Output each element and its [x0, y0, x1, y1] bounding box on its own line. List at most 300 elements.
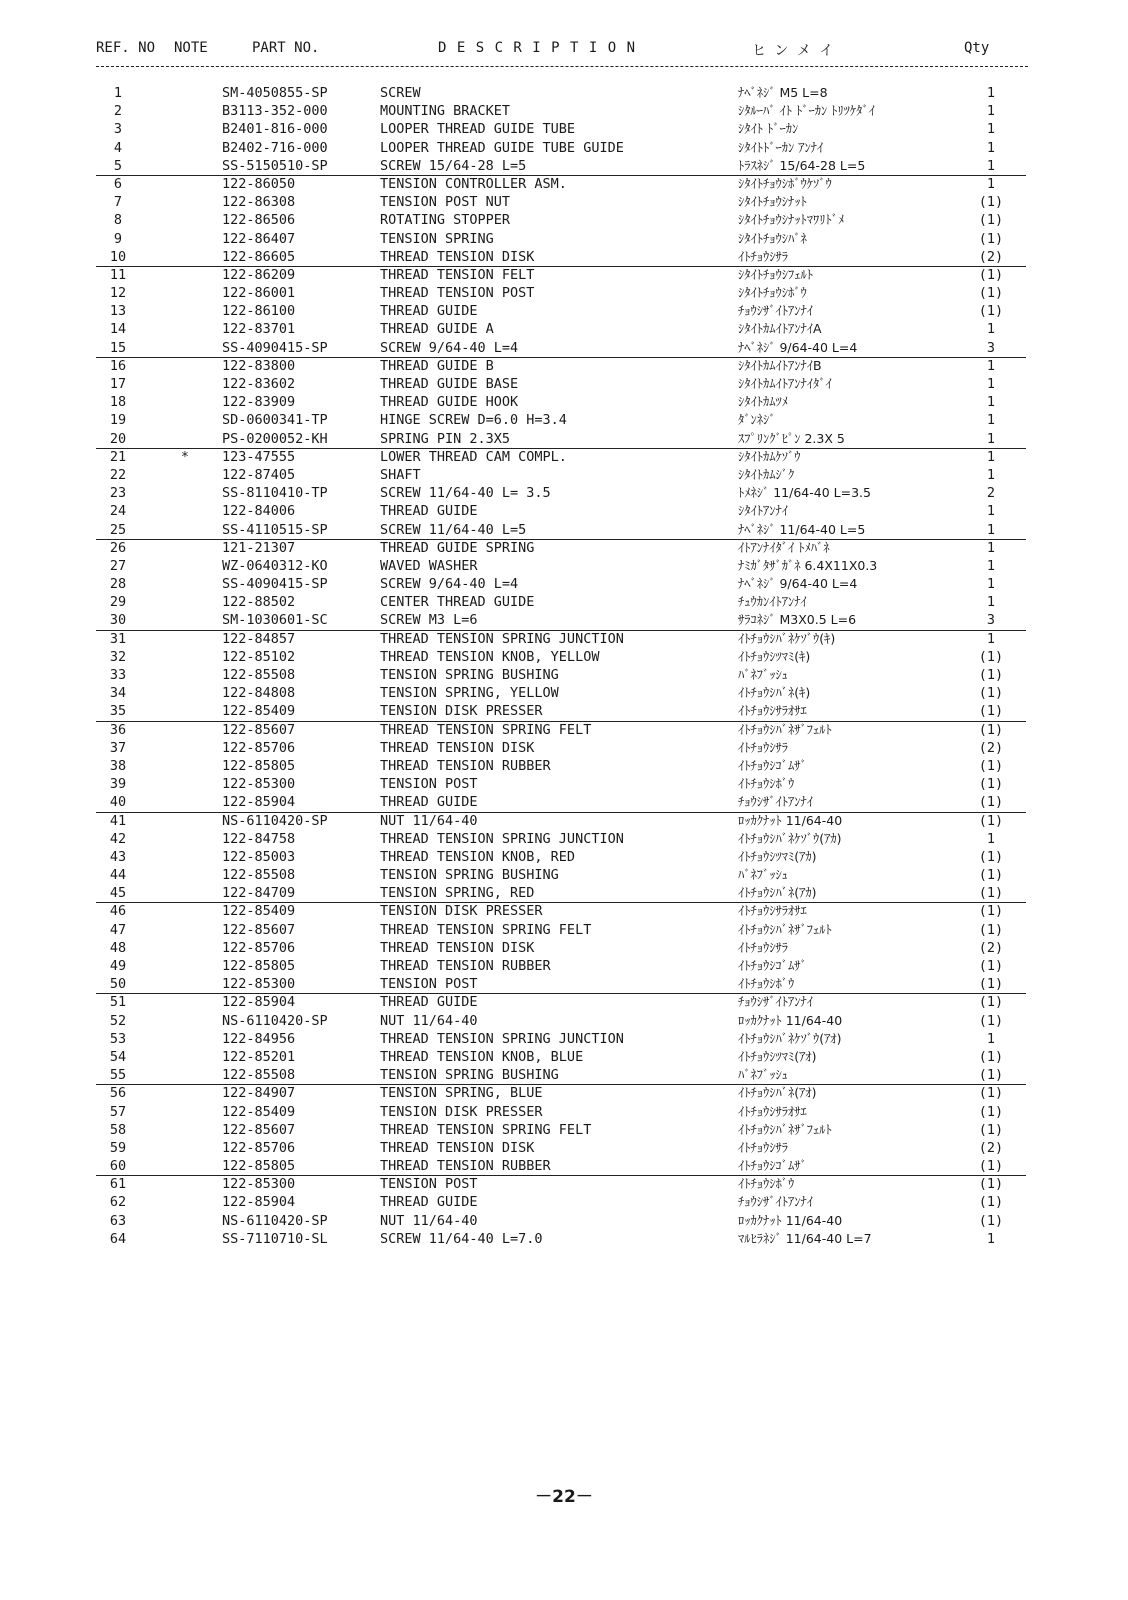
part-number: WZ-0640312-KO	[222, 557, 328, 574]
part-name-japanese: ﾅﾍﾞﾈｼﾞ M5 L=8	[738, 85, 828, 100]
part-number: 122-83602	[222, 376, 296, 392]
table-row	[0, 266, 1128, 284]
part-description: SCREW M3 L=6	[380, 612, 478, 629]
part-number: 122-85409	[222, 903, 296, 920]
part-description: THREAD GUIDE	[380, 1194, 478, 1211]
part-description: THREAD TENSION SPRING FELT	[380, 1121, 592, 1138]
header-qty: Qty	[964, 40, 990, 56]
part-description: THREAD TENSION KNOB, BLUE	[380, 1048, 584, 1065]
ref-number: 48	[109, 939, 127, 956]
part-description: THREAD TENSION RUBBER	[380, 958, 551, 974]
ref-number: 34	[109, 685, 127, 702]
part-number: 122-86407	[222, 230, 296, 247]
table-row	[0, 1066, 1128, 1084]
part-description: TENSION SPRING BUSHING	[380, 667, 559, 683]
part-description: THREAD GUIDE HOOK	[380, 394, 519, 411]
quantity: (1)	[978, 885, 1004, 902]
part-description: TENSION SPRING, YELLOW	[380, 685, 559, 702]
part-name-japanese: ﾛｯｶｸﾅｯﾄ 11/64-40	[738, 1012, 843, 1028]
part-description: THREAD GUIDE	[380, 794, 478, 811]
part-name-japanese: ｲﾄﾁｮｳｼｻﾗｵｻｴ	[738, 903, 807, 919]
table-row	[0, 357, 1128, 375]
part-name-japanese: ｲﾄﾁｮｳｼｻﾗ	[738, 939, 789, 955]
quantity: (1)	[978, 757, 1004, 774]
part-number: 122-86605	[222, 248, 296, 265]
ref-number: 35	[109, 703, 127, 720]
quantity: (1)	[978, 1176, 1004, 1193]
part-number: 122-84006	[222, 503, 296, 520]
table-row	[0, 1048, 1128, 1066]
quantity: (1)	[978, 1048, 1004, 1065]
part-number: SS-7110710-SL	[222, 1230, 328, 1247]
ref-number: 52	[109, 1012, 127, 1029]
table-row	[0, 539, 1128, 557]
table-row	[0, 666, 1128, 684]
part-number: B3113-352-000	[222, 103, 328, 120]
table-row	[0, 1193, 1128, 1211]
table-row	[0, 339, 1128, 357]
table-row	[0, 102, 1128, 120]
ref-number: 29	[109, 594, 127, 611]
quantity: (2)	[978, 248, 1004, 265]
quantity: (1)	[978, 867, 1004, 884]
table-row	[0, 175, 1128, 193]
part-description: SCREW 9/64-40 L=4	[380, 339, 519, 356]
ref-number: 60	[109, 1158, 127, 1175]
table-row	[0, 211, 1128, 229]
table-row	[0, 1230, 1128, 1248]
table-row	[0, 502, 1128, 520]
part-number: 121-21307	[222, 539, 296, 556]
table-row	[0, 521, 1128, 539]
quantity: (1)	[978, 921, 1004, 938]
ref-number: 40	[109, 794, 127, 811]
table-row	[0, 939, 1128, 957]
part-number: SS-4090415-SP	[222, 576, 328, 593]
part-description: TENSION DISK PRESSER	[380, 903, 543, 920]
part-name-japanese: ｼﾀｲﾄｶﾑｹｿﾞｳ	[738, 448, 801, 464]
ref-number: 5	[113, 157, 123, 174]
part-description: TENSION POST NUT	[380, 194, 511, 211]
part-description: THREAD GUIDE A	[380, 321, 494, 338]
ref-number: 46	[109, 903, 127, 920]
part-name-japanese: ｽﾌﾟﾘﾝｸﾞﾋﾟﾝ 2.3X 5	[738, 430, 845, 446]
quantity: 1	[986, 557, 996, 574]
quantity: (1)	[978, 1012, 1004, 1029]
part-name-japanese: ｲﾄﾁｮｳｼｺﾞﾑｻﾞ	[738, 958, 807, 973]
part-name-japanese: ｲﾄﾁｮｳｼﾎﾞｳ	[738, 1176, 795, 1192]
part-description: WAVED WASHER	[380, 557, 478, 574]
quantity: 1	[986, 376, 996, 392]
part-name-japanese: ｲﾄﾁｮｳｼｻﾗｵｻｴ	[738, 1103, 807, 1119]
table-row	[0, 739, 1128, 757]
page-number: －22－	[535, 1487, 593, 1507]
part-number: 122-85706	[222, 739, 296, 756]
ref-number: 21	[109, 448, 127, 465]
part-name-japanese: ｲﾄﾁｮｳｼﾊﾞﾈｻﾞﾌｪﾙﾄ	[738, 921, 832, 937]
table-row	[0, 1212, 1128, 1230]
part-number: 122-86001	[222, 285, 296, 302]
part-description: SCREW 15/64-28 L=5	[380, 157, 527, 174]
table-row	[0, 575, 1128, 593]
ref-number: 58	[109, 1121, 127, 1138]
table-row	[0, 1175, 1128, 1193]
part-description: HINGE SCREW D=6.0 H=3.4	[380, 412, 567, 429]
part-number: 122-85300	[222, 776, 296, 793]
part-description: NUT 11/64-40	[380, 1012, 478, 1029]
table-row	[0, 139, 1128, 157]
ref-number: 2	[113, 103, 123, 120]
table-row	[0, 921, 1128, 939]
quantity: (1)	[978, 721, 1004, 738]
quantity: 1	[986, 630, 996, 647]
part-number: 122-83909	[222, 394, 296, 411]
table-row	[0, 1139, 1128, 1157]
table-row	[0, 684, 1128, 702]
part-name-japanese: ﾏﾙﾋﾗﾈｼﾞ 11/64-40 L=7	[738, 1230, 872, 1246]
header-divider	[96, 66, 1028, 67]
part-description: TENSION SPRING, RED	[380, 885, 535, 902]
part-name-japanese: ｲﾄﾁｮｳｼｻﾗｵｻｴ	[738, 703, 807, 719]
quantity: (1)	[978, 1158, 1004, 1175]
part-number: 122-85706	[222, 1139, 296, 1156]
part-name-japanese: ｲﾄﾁｮｳｼﾊﾞﾈ(ｱｵ)	[738, 1085, 817, 1101]
table-row	[0, 702, 1128, 720]
part-number: 122-85409	[222, 703, 296, 720]
part-number: 122-85508	[222, 667, 296, 683]
table-row	[0, 302, 1128, 320]
note-mark: *	[180, 448, 190, 465]
table-row	[0, 593, 1128, 611]
part-name-japanese: ｼﾀｲﾄ ﾄﾞｰｶﾝ	[738, 121, 799, 137]
quantity: 1	[986, 394, 996, 411]
part-number: 122-85805	[222, 958, 296, 974]
table-row	[0, 120, 1128, 138]
part-name-japanese: ﾊﾞﾈﾌﾞｯｼｭ	[738, 1067, 789, 1083]
table-row	[0, 448, 1128, 466]
part-number: 122-86050	[222, 175, 296, 192]
part-name-japanese: ｲﾄﾁｮｳｼｻﾗ	[738, 739, 789, 755]
part-name-japanese: ｼﾀｲﾄﾁｮｳｼﾊﾞﾈ	[738, 230, 807, 246]
part-description: SPRING PIN 2.3X5	[380, 430, 511, 447]
part-description: NUT 11/64-40	[380, 812, 478, 829]
table-row	[0, 1012, 1128, 1030]
part-number: 122-85409	[222, 1103, 296, 1120]
part-number: SS-8110410-TP	[222, 485, 328, 502]
table-row	[0, 1030, 1128, 1048]
quantity: (1)	[978, 776, 1004, 793]
part-description: TENSION POST	[380, 1176, 478, 1193]
table-row	[0, 866, 1128, 884]
quantity: 1	[986, 103, 996, 120]
quantity: 1	[986, 521, 996, 538]
part-name-japanese: ｲﾄﾁｮｳｼｻﾗ	[738, 248, 789, 264]
part-number: SD-0600341-TP	[222, 412, 328, 429]
table-row	[0, 775, 1128, 793]
part-description: TENSION POST	[380, 976, 478, 993]
part-description: LOWER THREAD CAM COMPL.	[380, 448, 567, 465]
part-number: 122-86506	[222, 212, 296, 229]
quantity: (2)	[978, 1139, 1004, 1156]
part-number: 122-85003	[222, 848, 296, 865]
part-name-japanese: ｲﾄﾁｮｳｼﾊﾞﾈｹｿﾞｳ(ｷ)	[738, 630, 836, 646]
part-number: 122-85805	[222, 757, 296, 774]
quantity: 1	[986, 503, 996, 520]
ref-number: 44	[109, 867, 127, 884]
header-jp-name: ヒ ン メ イ	[752, 43, 834, 59]
quantity: (1)	[978, 848, 1004, 865]
part-name-japanese: ﾁｭｳｶﾝｲﾄｱﾝﾅｲ	[738, 594, 807, 610]
ref-number: 26	[109, 539, 127, 556]
part-number: SM-4050855-SP	[222, 85, 328, 101]
quantity: 1	[986, 121, 996, 138]
ref-number: 59	[109, 1139, 127, 1156]
part-number: 122-85300	[222, 1176, 296, 1193]
ref-number: 39	[109, 776, 127, 793]
ref-number: 55	[109, 1067, 127, 1084]
part-description: THREAD TENSION SPRING FELT	[380, 721, 592, 738]
part-description: THREAD TENSION KNOB, YELLOW	[380, 648, 600, 665]
ref-number: 33	[109, 667, 127, 683]
part-name-japanese: ｲﾄﾁｮｳｼｺﾞﾑｻﾞ	[738, 1158, 807, 1174]
part-description: THREAD GUIDE	[380, 994, 478, 1011]
part-number: 122-85607	[222, 1121, 296, 1138]
table-row	[0, 393, 1128, 411]
table-row	[0, 1121, 1128, 1139]
part-name-japanese: ﾅﾍﾞﾈｼﾞ 9/64-40 L=4	[738, 576, 858, 592]
part-number: SS-5150510-SP	[222, 157, 328, 174]
quantity: (1)	[978, 667, 1004, 683]
table-row	[0, 557, 1128, 575]
table-row	[0, 248, 1128, 266]
part-name-japanese: ｲﾄﾁｮｳｼﾊﾞﾈｹｿﾞｳ(ｱｶ)	[738, 830, 842, 846]
quantity: (1)	[978, 1212, 1004, 1229]
ref-number: 8	[113, 212, 123, 229]
part-number: 122-84907	[222, 1085, 296, 1102]
part-description: MOUNTING BRACKET	[380, 103, 511, 120]
part-name-japanese: ｲﾄﾁｮｳｼﾊﾞﾈｻﾞﾌｪﾙﾄ	[738, 721, 832, 737]
part-number: 122-85607	[222, 921, 296, 938]
table-row	[0, 84, 1128, 102]
quantity: 1	[986, 448, 996, 465]
part-number: 122-83701	[222, 321, 296, 338]
part-number: 122-85805	[222, 1158, 296, 1175]
ref-number: 42	[109, 830, 127, 847]
part-description: CENTER THREAD GUIDE	[380, 594, 535, 611]
quantity: (1)	[978, 812, 1004, 829]
parts-table	[0, 84, 1128, 1248]
quantity: (2)	[978, 939, 1004, 956]
part-description: SCREW 11/64-40 L=5	[380, 521, 527, 538]
quantity: 1	[986, 175, 996, 192]
ref-number: 54	[109, 1048, 127, 1065]
part-description: TENSION SPRING, BLUE	[380, 1085, 543, 1102]
part-number: NS-6110420-SP	[222, 812, 328, 829]
part-name-japanese: ﾁｮｳｼｻﾞｲﾄｱﾝﾅｲ	[738, 1194, 814, 1210]
part-description: THREAD TENSION RUBBER	[380, 1158, 551, 1175]
part-name-japanese: ﾁｮｳｼｻﾞｲﾄｱﾝﾅｲ	[738, 994, 814, 1010]
part-number: 123-47555	[222, 448, 296, 465]
part-name-japanese: ﾄﾗｽﾈｼﾞ 15/64-28 L=5	[738, 157, 866, 173]
part-number: B2402-716-000	[222, 139, 328, 156]
ref-number: 36	[109, 721, 127, 738]
part-name-japanese: ｼﾀｲﾄｶﾑｼﾞｸ	[738, 466, 795, 482]
table-row	[0, 320, 1128, 338]
table-row	[0, 812, 1128, 830]
ref-number: 31	[109, 630, 127, 647]
ref-number: 50	[109, 976, 127, 993]
ref-number: 24	[109, 503, 127, 520]
part-description: TENSION DISK PRESSER	[380, 1103, 543, 1120]
part-name-japanese: ﾅﾍﾞﾈｼﾞ 9/64-40 L=4	[738, 339, 858, 355]
header-ref-no: REF. NO	[96, 40, 156, 56]
part-number: 122-84956	[222, 1030, 296, 1047]
part-description: THREAD TENSION SPRING JUNCTION	[380, 1030, 624, 1047]
quantity: (1)	[978, 212, 1004, 229]
table-row	[0, 1157, 1128, 1175]
ref-number: 56	[109, 1085, 127, 1102]
part-name-japanese: ｼﾀｲﾄｶﾑｲﾄｱﾝﾅｲB	[738, 357, 822, 373]
part-name-japanese: ｼﾀｲﾄﾁｮｳｼﾅｯﾄ	[738, 194, 807, 210]
ref-number: 38	[109, 757, 127, 774]
part-description: THREAD TENSION FELT	[380, 266, 535, 283]
part-number: 122-83800	[222, 357, 296, 374]
quantity: (2)	[978, 739, 1004, 756]
quantity: (1)	[978, 703, 1004, 720]
part-name-japanese: ｲﾄﾁｮｳｼｻﾗ	[738, 1139, 789, 1155]
part-number: 122-84758	[222, 830, 296, 847]
part-name-japanese: ｲﾄｱﾝﾅｲﾀﾞｲ ﾄﾒﾊﾞﾈ	[738, 539, 830, 555]
ref-number: 10	[109, 248, 127, 265]
quantity: 1	[986, 594, 996, 611]
part-number: 122-85904	[222, 794, 296, 811]
part-description: NUT 11/64-40	[380, 1212, 478, 1229]
part-number: SS-4090415-SP	[222, 339, 328, 356]
part-description: THREAD GUIDE	[380, 303, 478, 320]
part-number: 122-84857	[222, 630, 296, 647]
quantity: (1)	[978, 266, 1004, 283]
quantity: (1)	[978, 230, 1004, 247]
part-description: THREAD TENSION SPRING FELT	[380, 921, 592, 938]
part-number: 122-87405	[222, 466, 296, 483]
ref-number: 64	[109, 1230, 127, 1247]
quantity: (1)	[978, 976, 1004, 993]
quantity: 1	[986, 139, 996, 156]
part-name-japanese: ｻﾗｺﾈｼﾞ M3X0.5 L=6	[738, 612, 857, 628]
quantity: 1	[986, 321, 996, 338]
ref-number: 23	[109, 485, 127, 502]
table-row	[0, 975, 1128, 993]
ref-number: 30	[109, 612, 127, 629]
part-number: 122-86209	[222, 266, 296, 283]
part-number: SM-1030601-SC	[222, 612, 328, 629]
part-number: 122-88502	[222, 594, 296, 611]
part-description: THREAD GUIDE BASE	[380, 376, 519, 392]
ref-number: 18	[109, 394, 127, 411]
table-row	[0, 830, 1128, 848]
quantity: 1	[986, 830, 996, 847]
ref-number: 53	[109, 1030, 127, 1047]
quantity: (1)	[978, 1103, 1004, 1120]
ref-number: 16	[109, 357, 127, 374]
part-name-japanese: ｼﾀｲﾄﾁｮｳｼﾎﾞｳ	[738, 285, 807, 301]
part-name-japanese: ｼﾀｲﾄﾁｮｳｼﾎﾞｳｹｿﾞｳ	[738, 175, 832, 191]
table-row	[0, 848, 1128, 866]
part-name-japanese: ﾁｮｳｼｻﾞｲﾄｱﾝﾅｲ	[738, 794, 814, 810]
header-note: NOTE	[174, 40, 208, 56]
ref-number: 47	[109, 921, 127, 938]
ref-number: 43	[109, 848, 127, 865]
table-row	[0, 757, 1128, 775]
part-description: THREAD TENSION DISK	[380, 739, 535, 756]
ref-number: 49	[109, 958, 127, 974]
ref-number: 61	[109, 1176, 127, 1193]
quantity: (1)	[978, 303, 1004, 320]
quantity: (1)	[978, 1067, 1004, 1084]
part-description: THREAD TENSION POST	[380, 285, 535, 302]
part-number: NS-6110420-SP	[222, 1012, 328, 1029]
ref-number: 27	[109, 557, 127, 574]
ref-number: 17	[109, 376, 127, 392]
table-row	[0, 721, 1128, 739]
table-row	[0, 1103, 1128, 1121]
part-description: LOOPER THREAD GUIDE TUBE	[380, 121, 576, 138]
part-description: ROTATING STOPPER	[380, 212, 511, 229]
part-description: THREAD GUIDE B	[380, 357, 494, 374]
quantity: 2	[986, 485, 996, 502]
part-number: 122-84808	[222, 685, 296, 702]
part-number: 122-85904	[222, 994, 296, 1011]
quantity: (1)	[978, 903, 1004, 920]
part-description: THREAD TENSION RUBBER	[380, 757, 551, 774]
quantity: 1	[986, 357, 996, 374]
part-number: NS-6110420-SP	[222, 1212, 328, 1229]
ref-number: 7	[113, 194, 123, 211]
quantity: 1	[986, 466, 996, 483]
quantity: 1	[986, 157, 996, 174]
part-number: 122-85102	[222, 648, 296, 665]
ref-number: 6	[113, 175, 123, 192]
part-name-japanese: ｲﾄﾁｮｳｼﾊﾞﾈｹｿﾞｳ(ｱｵ)	[738, 1030, 842, 1046]
part-description: THREAD TENSION SPRING JUNCTION	[380, 830, 624, 847]
part-name-japanese: ﾛｯｶｸﾅｯﾄ 11/64-40	[738, 812, 843, 828]
part-name-japanese: ﾁｮｳｼｻﾞｲﾄｱﾝﾅｲ	[738, 303, 814, 319]
table-row	[0, 1084, 1128, 1102]
ref-number: 51	[109, 994, 127, 1011]
part-number: 122-86308	[222, 194, 296, 211]
part-name-japanese: ﾅﾍﾞﾈｼﾞ 11/64-40 L=5	[738, 521, 866, 537]
header-part-no: PART NO.	[252, 40, 320, 56]
ref-number: 3	[113, 121, 123, 138]
part-description: THREAD TENSION KNOB, RED	[380, 848, 576, 865]
part-name-japanese: ｼﾀｲﾄｶﾑﾂﾒ	[738, 394, 789, 410]
table-row	[0, 902, 1128, 920]
ref-number: 63	[109, 1212, 127, 1229]
ref-number: 15	[109, 339, 127, 356]
table-row	[0, 466, 1128, 484]
part-number: 122-85904	[222, 1194, 296, 1211]
quantity: (1)	[978, 194, 1004, 211]
table-row	[0, 993, 1128, 1011]
part-name-japanese: ｼﾀｲﾄｱﾝﾅｲ	[738, 503, 789, 519]
part-number: SS-4110515-SP	[222, 521, 328, 538]
part-number: 122-85201	[222, 1048, 296, 1065]
part-description: TENSION SPRING BUSHING	[380, 1067, 559, 1084]
table-row	[0, 884, 1128, 902]
part-name-japanese: ｼﾀﾙｰﾊﾞ ｲﾄ ﾄﾞｰｶﾝ ﾄﾘﾂｹﾀﾞｲ	[738, 103, 875, 119]
ref-number: 13	[109, 303, 127, 320]
part-number: 122-85300	[222, 976, 296, 993]
